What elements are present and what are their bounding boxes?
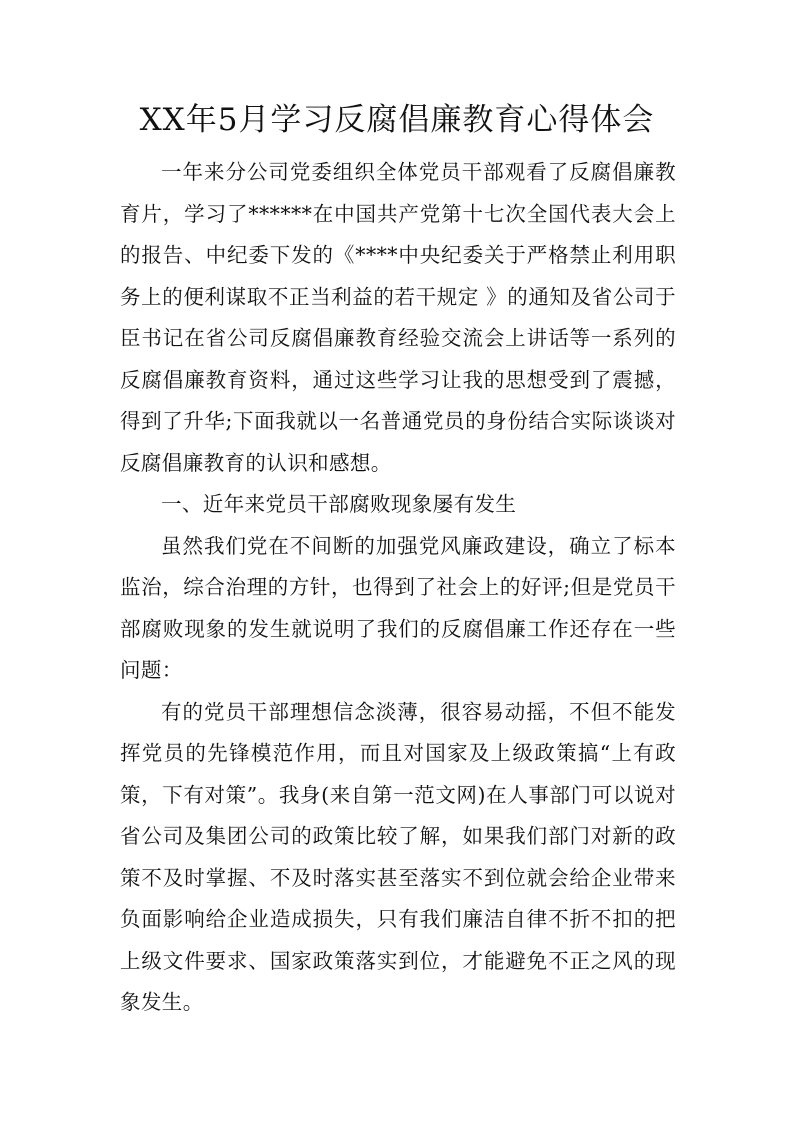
document-body (120, 152, 676, 1024)
paragraph-intro: 一年来分公司党委组织全体党员干部观看了反腐倡廉教育片，学习了******在中国共产党第十七次全国代表大会上的报告、中纪委下发的《****中央纪委关于严格禁止利用职务上的便利谋取不正当利益的若干规定 》的通知及省公司于臣书记在省公司反腐倡廉教育经验交流会上讲话等一系列的反腐倡廉教育资料，通过这些学习让我的思想受到了震撼，得到了升华;下面我就以一名普通党员的身份结合实际谈谈对反腐倡廉教育的认识和感想。 (120, 160, 676, 475)
document-title: XX年5月学习反腐倡廉教育心得体会 (139, 102, 655, 138)
paragraph-section-1-a: 虽然我们党在不间断的加强党风廉政建设，确立了标本监治，综合治理的方针，也得到了社会上的好评;但是党员干部腐败现象的发生就说明了我们的反腐倡廉工作还存在一些问题： (120, 533, 676, 682)
section-heading-1: 一、近年来党员干部腐败现象屡有发生 (161, 492, 517, 516)
paragraph-section-1-b: 有的党员干部理想信念淡薄，很容易动摇，不但不能发挥党员的先锋模范作用，而且对国家及上级政策搞“上有政策，下有对策”。我身(来自第一范文网)在人事部门可以说对省公司及集团公司的政策比较了解，如果我们部门对新的政策不及时掌握、不及时落实甚至落实不到位就会给企业带来负面影响给企业造成损失，只有我们廉洁自律不折不扣的把上级文件要求、国家政策落实到位，才能避免不正之风的现象发生。 (120, 699, 676, 1014)
